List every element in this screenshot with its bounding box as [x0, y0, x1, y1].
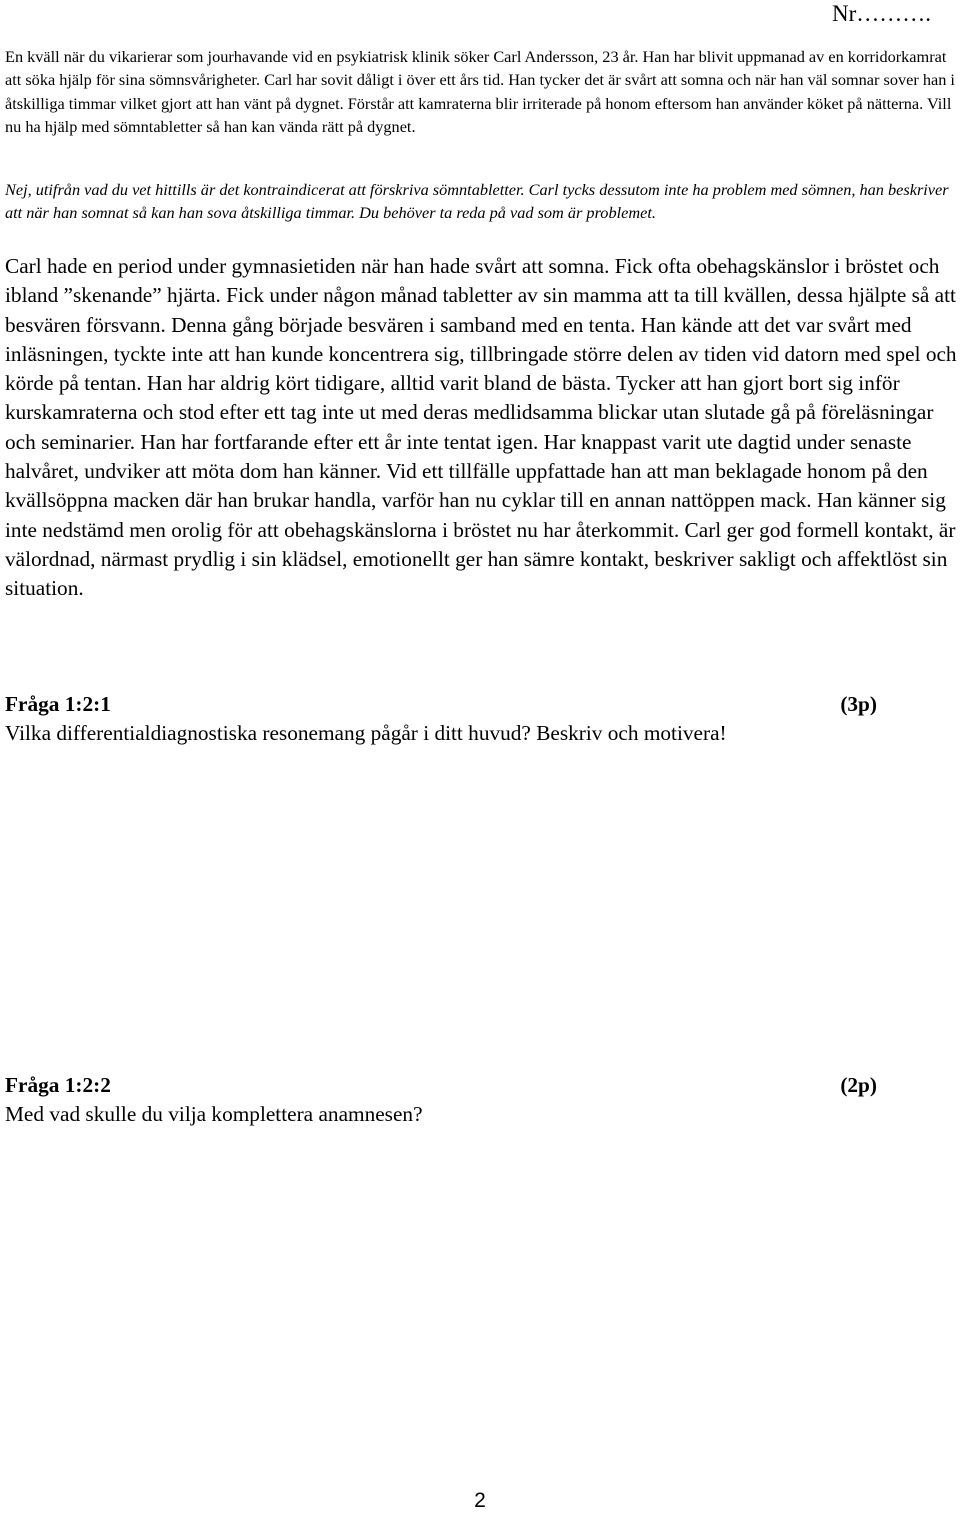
question-2-heading [5, 1071, 877, 1100]
question-2-text: Med vad skulle du vilja komplettera anamnesen? [5, 1102, 423, 1126]
question-1-text: Vilka differentialdiagnostiska resonemang pågår i ditt huvud? Beskriv och motivera! [5, 721, 727, 745]
page-number: 2 [474, 1489, 486, 1512]
question-2-label: Fråga 1:2:2 [5, 1073, 111, 1097]
question-1-label: Fråga 1:2:1 [5, 692, 111, 716]
case-intro-paragraph: En kväll när du vikarierar som jourhavande vid en psykiatrisk klinik söker Carl Andersson, 23 år. Han har blivit uppmanad av en korridorkamrat att söka hjälp för sina sömnsvårigheter. Carl har sovit dåligt i över ett års tid. Han tycker det är svårt att somna och när han väl somnar sover han i åtskilliga timmar vilket gjort att han vänt på dygnet. Förstår att kamraterna blir irriterade på honom eftersom han använder köket på nätterna. Vill nu ha hjälp med sömntabletter så han kan vända rätt på dygnet. [5, 47, 955, 137]
case-description-paragraph: Carl hade en period under gymnasietiden när han hade svårt att somna. Fick ofta obehagskänslor i bröstet och ibland ”skenande” hjärta. Fick under någon månad tabletter av sin mamma att ta till kvällen, dessa hjälpte så att besvären försvann. Denna gång började besvären i samband med en tenta. Han kände att det var svårt med inläsningen, tyckte inte att han kunde koncentrera sig, tillbringade större delen av tiden vid datorn med spel och körde på tentan. Han har aldrig kört tidigare, alltid varit bland de bästa. Tycker att han gjort bort sig inför kurskamraterna och stod efter ett tag inte ut med deras medlidsamma blickar utan slutade gå på föreläsningar och seminarier. Han har fortfarande efter ett år inte tentat igen. Har knappast varit ute dagtid under senaste halvåret, undviker att möta dom han känner. Vid ett tillfälle uppfattade han att man beklagade honom på den kvällsöppna macken där han brukar handla, varför han nu cyklar till en annan nattöppen mack. Han känner sig inte nedstämd men orolig för att obehagskänslorna i bröstet nu har återkommit. Carl ger god formell kontakt, är välordnad, närmast prydlig i sin klädsel, emotionellt ger han sämre kontakt, beskriver sakligt och affektlöst sin situation. [5, 254, 957, 601]
question-2-points: (2p) [840, 1073, 877, 1097]
question-1-heading [5, 690, 877, 719]
answer-hint-paragraph: Nej, utifrån vad du vet hittills är det kontraindicerat att förskriva sömntabletter. Carl tycks dessutom inte ha problem med sömnen, han beskriver att när han somnat så kan han sova åtskilliga timmar. Du behöver ta reda på vad som är problemet. [5, 180, 949, 223]
answer-number-field: Nr………. [832, 1, 932, 26]
question-1-points: (3p) [840, 692, 877, 716]
